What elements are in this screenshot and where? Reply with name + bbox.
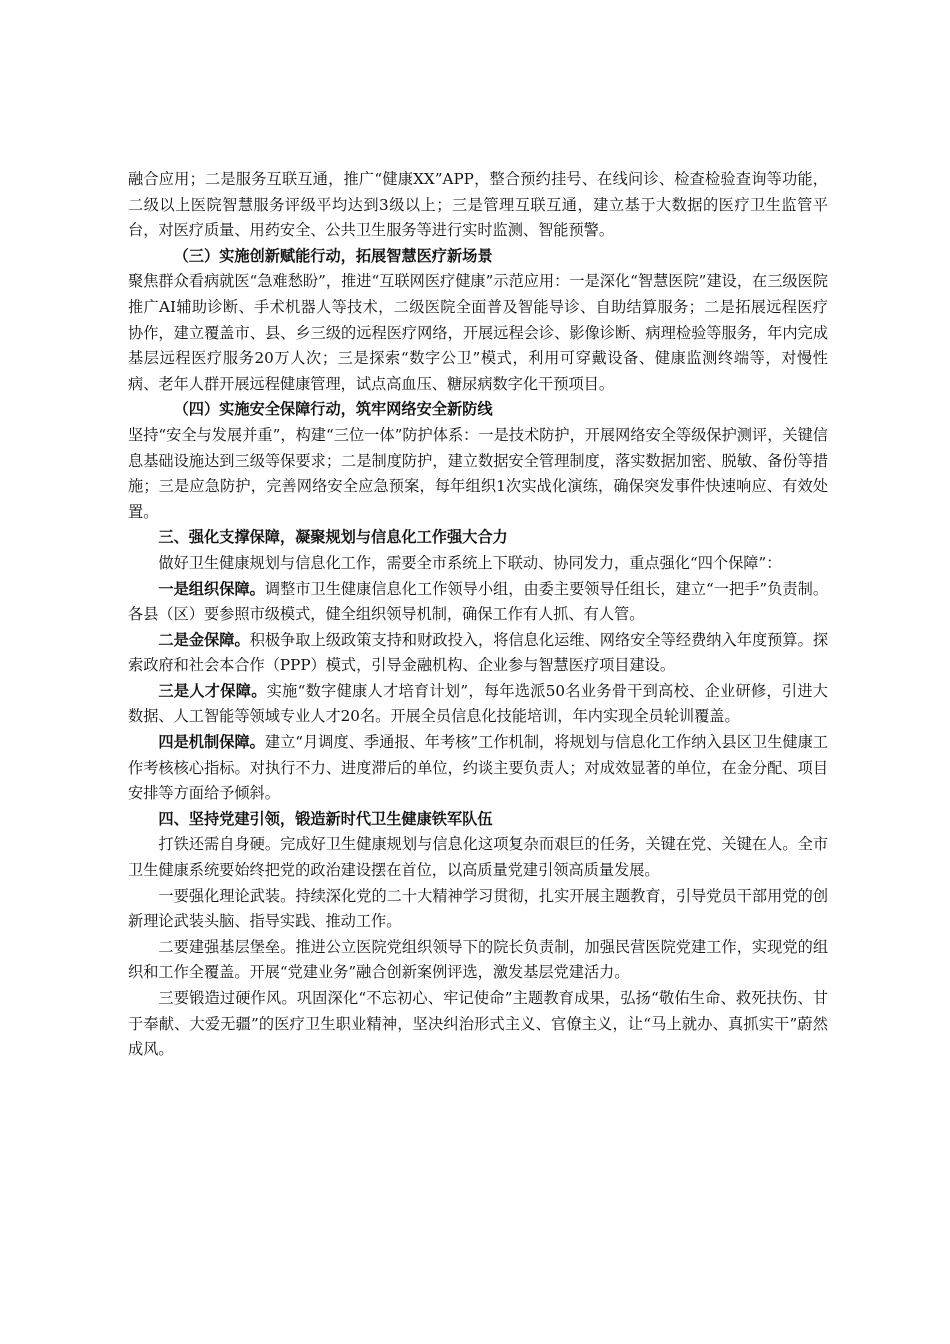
paragraph-lead: 四是机制保障。 [158,733,265,752]
lead-paragraph [128,628,828,679]
document-page [128,167,828,1063]
subsection-heading: （三）实施创新赋能行动，拓展智慧医疗新场景 [173,246,493,265]
body-paragraph: 坚持“安全与发展并重”，构建“三位一体”防护体系：一是技术防护，开展网络安全等级保护测评，关键信息基础设施达到三级等保要求；二是制度防护，建立数据安全管理制度，落实数据加密、脱敏、备份等措施；三是应急防护，完善网络安全应急预案，每年组织1次实战化演练，确保突发事件快速响应、有效处置。 [128,425,828,521]
body-paragraph: 一要强化理论武装。持续深化党的二十大精神学习贯彻，扎实开展主题教育，引导党员干部用党的创新理论武装头脑、指导实践、推动工作。 [128,886,828,931]
lead-paragraph [128,679,828,730]
paragraph-body: 调整市卫生健康信息化工作领导小组，由委主要领导任组长，建立“一把手”负责制。各县（区）要参照市级模式，健全组织领导机制，确保工作有人抓、有人管。 [128,579,829,624]
paragraph-body: 实施“数字健康人才培育计划”，每年选派50名业务骨干到高校、企业研修，引进大数据、人工智能等领域专业人才20名。开展全员信息化技能培训，年内实现全员轮训覆盖。 [128,681,828,726]
paragraph-body: 建立“月调度、季通报、年考核”工作机制，将规划与信息化工作纳入县区卫生健康工作考核核心指标。对执行不力、进度滞后的单位，约谈主要负责人；对成效显著的单位，在金分配、项目安排等方面给予倾斜。 [128,733,829,803]
paragraph-lead: 三是人才保障。 [158,681,267,700]
body-paragraph: 打铁还需自身硬。完成好卫生健康规划与信息化这项复杂而艰巨的任务，关键在党、关键在人。全市卫生健康系统要始终把党的政治建设摆在首位，以高质量党建引领高质量发展。 [128,835,828,880]
lead-paragraph [128,577,828,628]
paragraph-body: 积极争取上级政策支持和财政投入，将信息化运维、网络安全等经费纳入年度预算。探索政府和社会本合作（PPP）模式，引导金融机构、企业参与智慧医疗项目建设。 [128,630,829,675]
subsection-heading: （四）实施安全保障行动，筑牢网络安全新防线 [173,400,493,419]
lead-paragraph [128,730,828,807]
body-paragraph: 聚焦群众看病就医“急难愁盼”，推进“互联网医疗健康”示范应用：一是深化“智慧医院”建设，在三级医院推广AI辅助诊断、手术机器人等技术，二级医院全面普及智能导诊、自助结算服务；二是拓展远程医疗协作，建立覆盖市、县、乡三级的远程医疗网络，开展远程会诊、影像诊断、病理检验等服务，年内完成基层远程医疗服务20万人次；三是探索“数字公卫”模式，利用可穿戴设备、健康监测终端等，对慢性病、老年人群开展远程健康管理，试点高血压、糖尿病数字化干预项目。 [128,272,828,393]
paragraph-lead: 二是金保障。 [158,630,250,649]
body-paragraph: 做好卫生健康规划与信息化工作，需要全市系统上下联动、协同发力，重点强化“四个保障”： [158,553,782,572]
paragraph-lead: 一是组织保障。 [158,579,265,598]
body-paragraph: 融合应用；二是服务互联互通，推广“健康XX”APP，整合预约挂号、在线问诊、检查检验查询等功能，二级以上医院智慧服务评级平均达到3级以上；三是管理互联互通，建立基于大数据的医疗卫生监管平台，对医疗质量、用药安全、公共卫生服务等进行实时监测、智能预警。 [128,170,828,240]
body-paragraph: 二要建强基层堡垒。推进公立医院党组织领导下的院长负责制，加强民营医院党建工作，实现党的组织和工作全覆盖。开展“党建业务”融合创新案例评选，激发基层党建活力。 [128,937,828,982]
body-paragraph: 三要锻造过硬作风。巩固深化“不忘初心、牢记使命”主题教育成果，弘扬“敬佑生命、救死扶伤、甘于奉献、大爱无疆”的医疗卫生职业精神，坚决纠治形式主义、官僚主义，让“马上就办、真抓实干”蔚然成风。 [128,989,828,1059]
section-heading: 四、坚持党建引领，锻造新时代卫生健康铁军队伍 [158,809,493,828]
section-heading: 三、强化支撑保障，凝聚规划与信息化工作强大合力 [158,528,508,547]
